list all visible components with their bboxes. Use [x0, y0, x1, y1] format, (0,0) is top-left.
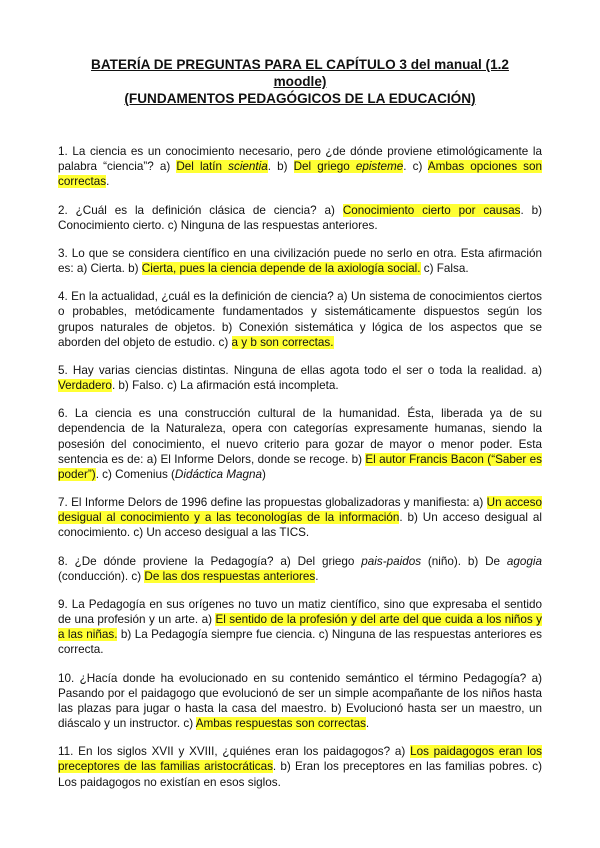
- q10-text: 10. ¿Hacía donde ha evolucionado en su contenido semántico el término Pedagogía? a) Pasando por el paidagogo que evolucionó de ser un simple acompañante de los niños hasta las plazas para jugar o hasta la casa del maestro. b) Evolucionó hasta ser un maestro, un diáscalo y un instructor. c): [58, 671, 542, 731]
- q7-text: 7. El Informe Delors de 1996 define las propuestas globalizadoras y manifiesta: a): [58, 496, 487, 509]
- q11-correct-answer: Los paidagogos eran los preceptores de las familias aristocráticas: [58, 745, 543, 774]
- q1-answer-a: Del latín scientia: [176, 160, 268, 174]
- title-line-2: (FUNDAMENTOS PEDAGÓGICOS DE LA EDUCACIÓN): [124, 91, 476, 106]
- q1-answer-c: Ambas opciones son correctas: [58, 160, 542, 189]
- question-8: 8. ¿De dónde proviene la Pedagogía? a) Del griego pais-paidos (niño). b) De agogia (conducción). c) De las dos respuestas anteriores.: [58, 554, 542, 583]
- q6-correct-answer: El autor Francis Bacon (“Saber es poder”): [58, 452, 542, 481]
- q6-text: 6. La ciencia es una construcción cultural de la humanidad. Ésta, liberada ya de su dependencia de la Naturaleza, opera con categorías expresamente humanas, siendo la posesión del conocimiento, el nuevo criterio para gozar de mayor o menor poder. Esta sentencia es de: a) El Informe Delors, donde se recoge. b): [58, 407, 542, 466]
- question-11: 11. En los siglos XVII y XVIII, ¿quiénes eran los paidagogos? a) Los paidagogos eran los preceptores de las familias aristocráticas. b) Eran los preceptores en las familias pobres. c) Los paidagogos no existían en esos siglos.: [58, 745, 543, 789]
- question-1: 1. La ciencia es un conocimiento necesario, pero ¿de dónde proviene etimológicamente la palabra “ciencia”? a) Del latín scientia. b) Del griego episteme. c) Ambas opciones son correctas.: [58, 145, 542, 189]
- q3-text: 3. Lo que se considera científico en una civilización puede no serlo en otra. Esta afirmación es: a) Cierta. b): [58, 246, 542, 275]
- q3-correct-answer: Cierta, pues la ciencia depende de la axiología social.: [141, 262, 421, 275]
- q9-text: 9. La Pedagogía en sus orígenes no tuvo un matiz científico, sino que expresaba el sentido de una profesión y un arte. a): [58, 597, 542, 626]
- q5-text: 5. Hay varias ciencias distintas. Ninguna de ellas agota todo el ser o toda la realidad. a): [58, 363, 542, 377]
- document-title: [68, 56, 532, 107]
- q8-correct-answer: De las dos respuestas anteriores: [144, 569, 316, 583]
- q2-correct-answer: Conocimiento cierto por causas: [342, 203, 521, 217]
- question-2: 2. ¿Cuál es la definición clásica de ciencia? a) Conocimiento cierto por causas. b) Conocimiento cierto. c) Ninguna de las respuestas anteriores.: [58, 203, 543, 232]
- q1-answer-b: Del griego episteme: [293, 160, 404, 174]
- question-10: 10. ¿Hacía donde ha evolucionado en su contenido semántico el término Pedagogía? a) Pasando por el paidagogo que evolucionó de ser un simple acompañante de los niños hasta las plazas para jugar o hasta la casa del maestro. b) Evolucionó hasta ser un maestro, un diáscalo y un instructor. c) Ambas respuestas son correctas.: [58, 671, 542, 731]
- question-3: 3. Lo que se considera científico en una civilización puede no serlo en otra. Esta afirmación es: a) Cierta. b) Cierta, pues la ciencia depende de la axiología social. c) Falsa.: [58, 246, 542, 275]
- q2-text: 2. ¿Cuál es la definición clásica de ciencia? a): [58, 203, 343, 217]
- q7-correct-answer: Un acceso desigual al conocimiento y a las teconologías de la información: [58, 496, 542, 525]
- q8-text: 8. ¿De dónde proviene la Pedagogía? a) Del griego: [58, 554, 362, 568]
- q9-correct-answer: El sentido de la profesión y del arte del que cuida a los niños y a las niñas.: [58, 613, 542, 642]
- question-list: [58, 144, 542, 790]
- question-5: 5. Hay varias ciencias distintas. Ninguna de ellas agota todo el ser o toda la realidad. a) Verdadero. b) Falso. c) La afirmación está incompleta.: [58, 363, 542, 392]
- question-6: 6. La ciencia es una construcción cultural de la humanidad. Ésta, liberada ya de su dependencia de la Naturaleza, opera con categorías expresamente humanas, siendo la posesión del conocimiento, el nuevo criterio para gozar de mayor o menor poder. Esta sentencia es de: a) El Informe Delors, donde se recoge. b) El autor Francis Bacon (“Saber es poder”). c) Comenius (Didáctica Magna): [58, 407, 542, 481]
- q5-correct-answer: Verdadero: [58, 379, 112, 392]
- q1-text: 1. La ciencia es un conocimiento necesario, pero ¿de dónde proviene etimológicamente la palabra “ciencia”? a): [58, 145, 542, 174]
- title-line-1: BATERÍA DE PREGUNTAS PARA EL CAPÍTULO 3 del manual (1.2 moodle): [91, 57, 509, 89]
- question-9: 9. La Pedagogía en sus orígenes no tuvo un matiz científico, sino que expresaba el sentido de una profesión y un arte. a) El sentido de la profesión y del arte del que cuida a los niños y a las niñas. b) La Pedagogía siempre fue ciencia. c) Ninguna de las respuestas anteriores es correcta.: [58, 597, 542, 657]
- question-7: 7. El Informe Delors de 1996 define las propuestas globalizadoras y manifiesta: a) Un acceso desigual al conocimiento y a las teconologías de la información. b) Un acceso desigual al conocimiento. c) Un acceso desigual a las TICS.: [58, 496, 543, 540]
- q11-text: 11. En los siglos XVII y XVIII, ¿quiénes eran los paidagogos? a): [58, 745, 411, 759]
- q4-correct-answer: a y b son correctas.: [231, 335, 334, 349]
- question-4: [58, 289, 542, 350]
- q4-text: 4. En la actualidad, ¿cuál es la definición de ciencia? a) Un sistema de conocimientos ciertos o probables, metódicamente fundamentados y sistemáticamente dispuestos según los grupos naturales de objetos. b) Conexión sistemática y lógica de los aspectos que se aborden del objeto de estudio. c): [58, 290, 542, 349]
- q10-correct-answer: Ambas respuestas son correctas: [195, 717, 366, 731]
